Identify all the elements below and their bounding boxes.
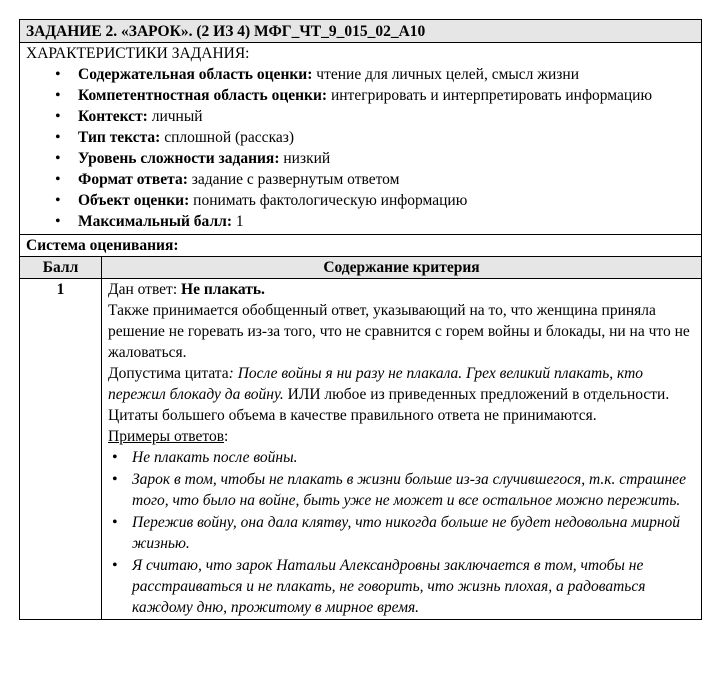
allowed-quote: : После войны я ни разу не плакала. Грех великий плакать, кто пережил блокаду да войну. xyxy=(108,365,644,403)
characteristics-cell xyxy=(20,43,702,235)
characteristics-heading: ХАРАКТЕРИСТИКИ ЗАДАНИЯ: xyxy=(26,45,250,62)
characteristic-item: • Объект оценки: понимать фактологическую информацию xyxy=(26,190,695,211)
examples-list xyxy=(108,447,695,618)
criteria-content xyxy=(102,279,702,620)
quote-paragraph: Допустима цитата: После войны я ни разу не плакала. Грех великий плакать, кто пережил блокаду да войну. ИЛИ любое из приведенных предложений в отдельности. Цитаты большего объема в качестве правильного ответа не принимаются. xyxy=(108,365,670,424)
characteristic-item: • Компетентностная область оценки: интегрировать и интерпретировать информацию xyxy=(26,85,695,106)
characteristic-item: • Максимальный балл: 1 xyxy=(26,211,695,232)
example-answer: • Не плакать после войны. xyxy=(108,447,695,468)
task-table xyxy=(19,19,702,620)
example-answer: • Я считаю, что зарок Натальи Александровны заключается в том, чтобы не расстраиваться и не плакать, не говорить, что жизнь плохая, а радоваться каждому дню, прожитому в мирное время. xyxy=(108,555,695,618)
examples-heading: Примеры ответов: xyxy=(108,428,229,445)
characteristic-item: • Уровень сложности задания: низкий xyxy=(26,148,695,169)
column-header-criteria: Содержание критерия xyxy=(102,257,702,279)
task-document xyxy=(19,19,701,620)
characteristic-item: • Контекст: личный xyxy=(26,106,695,127)
scoring-heading: Система оценивания: xyxy=(20,235,702,257)
column-header-score: Балл xyxy=(20,257,102,279)
characteristics-list xyxy=(26,64,695,232)
example-answer: • Пережив войну, она дала клятву, что никогда больше не будет недовольна мирной жизнью. xyxy=(108,512,695,554)
characteristic-item: • Тип текста: сплошной (рассказ) xyxy=(26,127,695,148)
characteristic-item: • Содержательная область оценки: чтение для личных целей, смысл жизни xyxy=(26,64,695,85)
correct-answer: Не плакать. xyxy=(181,281,265,298)
example-answer: • Зарок в том, чтобы не плакать в жизни больше из-за случившегося, т.к. страшнее того, что было на войне, быть уже не может и все остальное можно пережить. xyxy=(108,469,695,511)
answer-line: Дан ответ: Не плакать. xyxy=(108,281,265,298)
generalized-answer: Также принимается обобщенный ответ, указывающий на то, что женщина приняла решение не горевать из-за того, что не сравнится с горем войны и блокады, ни на что не жаловаться. xyxy=(108,302,690,361)
task-title: ЗАДАНИЕ 2. «ЗАРОК». (2 ИЗ 4) МФГ_ЧТ_9_015_02_А10 xyxy=(20,20,702,43)
characteristic-item: • Формат ответа: задание с развернутым ответом xyxy=(26,169,695,190)
score-value: 1 xyxy=(20,279,102,620)
